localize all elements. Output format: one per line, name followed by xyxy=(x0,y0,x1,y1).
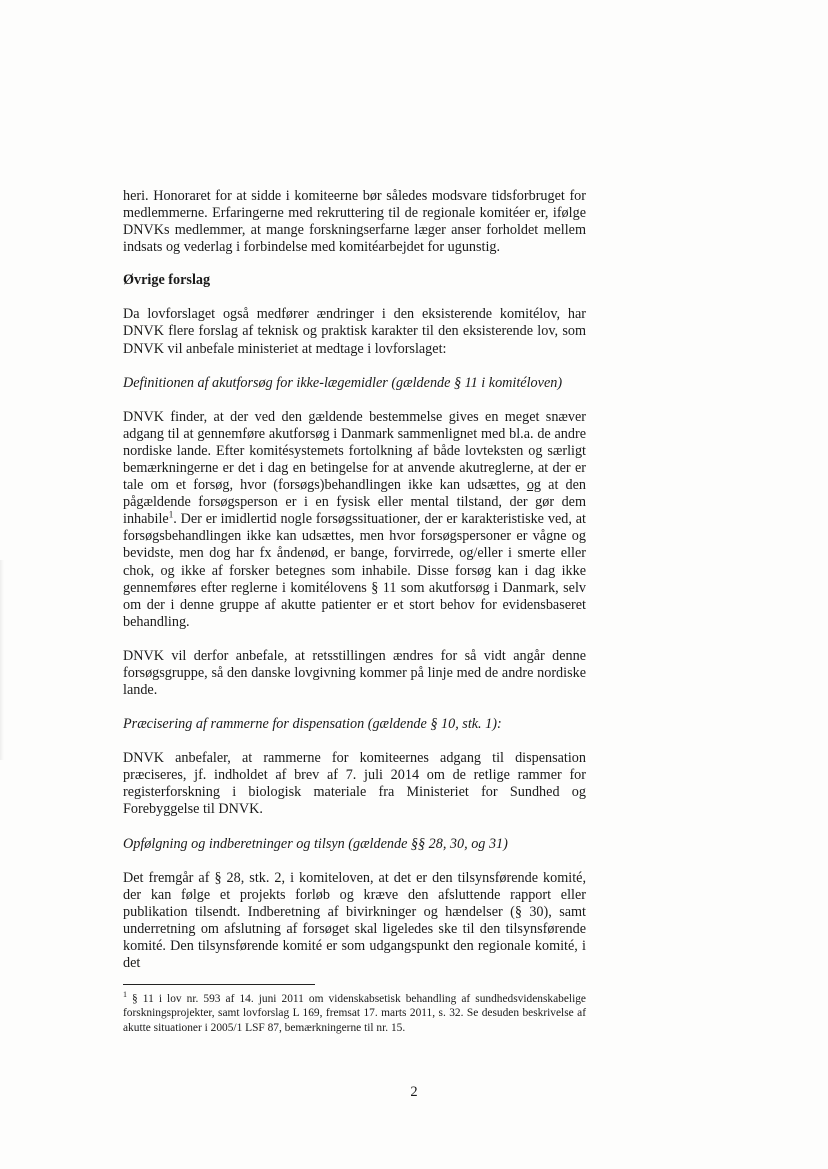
heading-precision: Præcisering af rammerne for dispensation (gældende § 10, stk. 1): xyxy=(123,716,502,733)
footnote-divider xyxy=(123,984,315,985)
paragraph-other-proposals: Da lovforslaget også medfører ændringer i den eksisterende komitélov, har DNVK flere forslag af teknisk og praktisk karakter til den eksisterende lov, som DNVK vil anbefale ministeriet at medtage i lovforslaget: xyxy=(123,306,586,357)
paragraph-recommendation: DNVK vil derfor anbefale, at retsstillingen ændres for så vidt angår denne forsøgsgruppe, så den danske lovgivning kommer på linje med de andre nordiske lande. xyxy=(123,647,586,699)
paragraph-precision: DNVK anbefaler, at rammerne for komiteernes adgang til dispensation præciseres, jf. indholdet af brev af 7. juli 2014 om de retlige rammer for registerforskning i biologisk materiale fra Ministeriet for Sundhed og Forebyggelse til DNVK. xyxy=(123,750,586,818)
body-text-column xyxy=(123,188,586,972)
heading-followup: Opfølgning og indberetninger og tilsyn (gældende §§ 28, 30, og 31) xyxy=(123,835,508,852)
paragraph-definition-part-b: at den pågældende forsøgsperson er i en fysisk eller mental tilstand, der gør dem inhabile xyxy=(123,477,587,528)
paragraph-followup: Det fremgår af § 28, stk. 2, i komiteloven, at det er den tilsynsførende komité, der kan følge et projekts forløb og kræve den afsluttende rapport eller publikation tilsendt. Indberetning af bivirkninger og hændelser (§ 30), samt underretning om afslutning af forsøget skal ligeledes ske til den tilsynsførende komité. Den tilsynsførende komité er som udgangspunkt den regionale komité, i det xyxy=(123,869,586,971)
footnote-text: § 11 i lov nr. 593 af 14. juni 2011 om videnskabsetisk behandling af sundhedsvidenskabelige forskningsprojekter, samt lovforslag L 169, fremsat 17. marts 2011, s. 32. Se desuden beskrivelse af akutte situationer i 2005/1 LSF 87, bemærkningerne til nr. 15. xyxy=(123,993,586,1034)
heading-definition: Definitionen af akutforsøg for ikke-lægemidler (gældende § 11 i komitéloven) xyxy=(123,374,563,391)
footnote-mark: 1 xyxy=(123,990,127,1000)
footnote-reference: 1 xyxy=(168,509,174,520)
paragraph-intro: heri. Honoraret for at sidde i komiteerne bør således modsvare tidsforbruget for medlemmerne. Erfaringerne med rekruttering til de regionale komitéer er, ifølge DNVKs medlemmer, at mange forskningserfarne læger anser forholdet mellem indsats og vederlag i forbindelse med komitéarbejdet for ugunstig. xyxy=(123,188,586,256)
footnote xyxy=(123,992,586,1035)
paragraph-definition xyxy=(123,409,586,631)
scan-edge-shadow xyxy=(0,560,4,760)
underlined-og: og xyxy=(526,477,542,494)
heading-other-proposals: Øvrige forslag xyxy=(123,272,211,289)
paragraph-definition-part-a: DNVK finder, at der ved den gældende bestemmelse gives en meget snæver adgang til at gennemføre akutforsøg i Danmark sammenlignet med bl.a. de andre nordiske lande. Efter komitésystemets fortolkning af både lovteksten og særligt bemærkningerne er det i dag en betingelse for at anvende akutreglerne, at der er tale om et forsøg, hvor (forsøgs)behandlingen ikke kan udsættes, xyxy=(123,408,586,494)
paragraph-definition-part-c: . Der er imidlertid nogle forsøgssituationer, der er karakteristiske ved, at forsøgsbehandlingen ikke kan udsættes, men hvor forsøgspersoner er vågne og bevidste, men dog har fx åndenød, er bange, forvirrede, og/eller i smerte eller chok, og ikke af forsker betegnes som inhabile. Disse forsøg kan i dag ikke gennemføres efter reglerne i komitélovens § 11 som akutforsøg i Danmark, selv om der i denne gruppe af akutte patienter er et stort behov for evidensbaseret behandling. xyxy=(123,511,586,630)
page-number: 2 xyxy=(410,1084,418,1100)
